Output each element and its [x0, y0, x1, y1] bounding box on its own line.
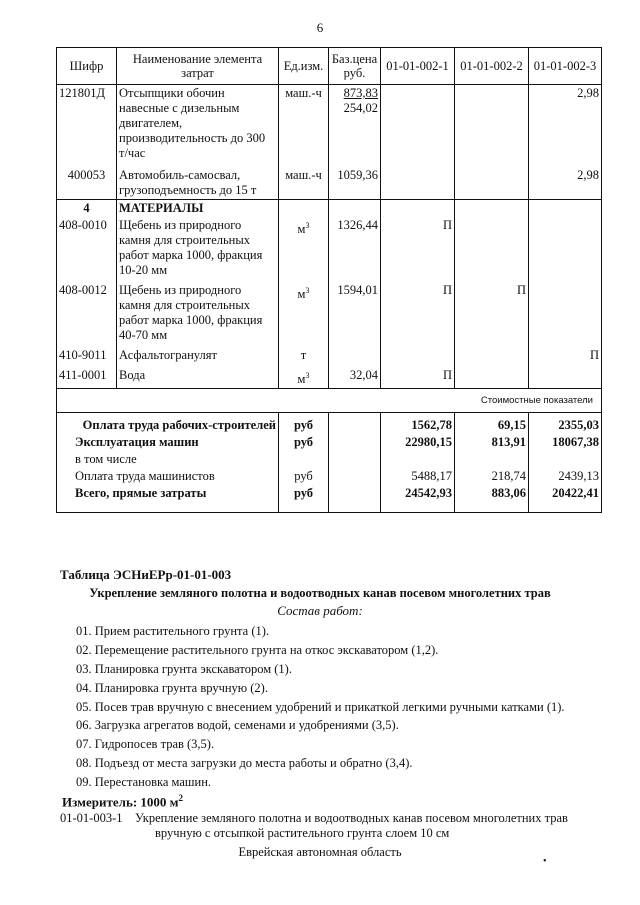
- summary-row: Оплата труда машинистов руб 5488,17 218,74 2439,13: [57, 468, 602, 485]
- summary-row: Всего, прямые затраты руб 24542,93 883,06 20422,41: [57, 485, 602, 502]
- table-row: 121801Д Отсыпщики обочин навесные с дизельным двигателем, производительность до 300 т/час маш.-ч 873,83 254,02 2,98: [57, 85, 602, 163]
- list-item: 06. Загрузка агрегатов водой, семенами и удобрениями (3,5).: [76, 718, 399, 733]
- table-row: 411-0001 Вода $м^3$ 32,04 П: [57, 364, 602, 389]
- list-item: 01. Прием растительного грунта (1).: [76, 624, 270, 638]
- item-description: Укрепление земляного полотна и водоотводных канав посевом многолетних трав вручную с отсыпкой растительного грунта слоем 10 см: [135, 811, 568, 840]
- header-col2: 01-01-002-2: [455, 48, 529, 85]
- list-item: 07. Гидропосев трав (3,5).: [76, 737, 215, 752]
- table-title: Таблица ЭСНиЕРр-01-01-003: [60, 567, 232, 582]
- summary-row: Эксплуатация машин руб 22980,15 813,91 18067,38: [57, 434, 602, 451]
- section-subheading: Состав работ:: [277, 603, 363, 618]
- cost-caption: Стоимостные показатели: [57, 389, 602, 413]
- table-row: 408-0012 Щебень из природного камня для строительных работ марка 1000, фракция 40-70 мм $м^3$ 1594,01 П П: [57, 279, 602, 344]
- list-item: 09. Перестановка машин.: [76, 775, 212, 790]
- list-item: 08. Подъезд от места загрузки до места работы и обратно (3,4).: [76, 756, 413, 771]
- page-number: 6: [316, 20, 324, 35]
- table-header-row: [57, 48, 602, 85]
- summary-row: Оплата труда рабочих-строителей руб 1562,78 69,15 2355,03: [57, 413, 602, 435]
- table-row: 410-9011 Асфальтогранулят т П: [57, 344, 602, 364]
- work-steps-list: [76, 622, 616, 792]
- header-name: Наименование элемента затрат: [117, 48, 279, 85]
- header-unit: Ед.изм.: [279, 48, 329, 85]
- table-row: 400053 Автомобиль-самосвал, грузоподъемность до 15 т маш.-ч 1059,36 2,98: [57, 162, 602, 200]
- section-heading: Укрепление земляного полотна и водоотводных канав посевом многолетних трав: [89, 586, 551, 600]
- list-item: 02. Перемещение растительного грунта на откос экскаватором (1,2).: [76, 642, 439, 657]
- list-item: 05. Посев трав вручную с внесением удобрений и прикаткой легкими ручными катками (1).: [76, 699, 565, 714]
- item-code: 01-01-003-1: [60, 811, 123, 825]
- table-row-section: 4 МАТЕРИАЛЫ: [57, 200, 602, 218]
- summary-row: в том числе: [57, 451, 602, 468]
- table-spacer-row: [57, 502, 602, 513]
- dot-mark: •: [543, 856, 547, 867]
- header-price: Баз.цена руб.: [329, 48, 381, 85]
- header-col1: 01-01-002-1: [381, 48, 455, 85]
- list-item: 04. Планировка грунта вручную (2).: [76, 680, 268, 695]
- list-item: 03. Планировка грунта экскаватором (1).: [76, 661, 292, 676]
- measure-unit: Измеритель: 1000 $м^2$: [62, 793, 184, 810]
- header-col3: 01-01-002-3: [529, 48, 602, 85]
- table-row: 408-0010 Щебень из природного камня для строительных работ марка 1000, фракция 10-20 мм $м^3$ 1326,44 П: [57, 217, 602, 279]
- page-footer: Еврейская автономная область: [238, 845, 402, 859]
- cost-caption-row: [57, 389, 602, 413]
- header-code: Шифр: [57, 48, 117, 85]
- resource-table: [56, 47, 602, 513]
